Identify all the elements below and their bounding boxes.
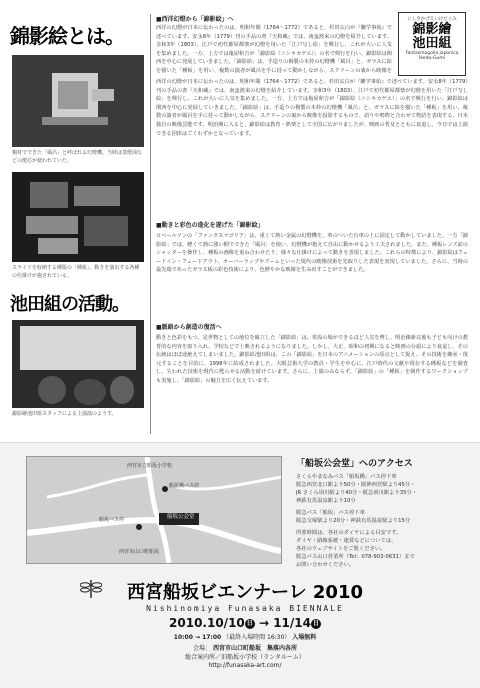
event-hours-line — [80, 632, 410, 641]
section-3-title: ■脈絡から創造の復活へ — [156, 324, 222, 331]
access-line-1: 阪急西宮北口駅より50分・阪神西宮駅より45分・ — [296, 482, 416, 488]
column-divider — [150, 14, 151, 434]
event-end-month: 11 — [273, 616, 290, 630]
map-label-bus1: 船坂橋バス停 — [169, 483, 200, 489]
event-venue-line — [80, 643, 410, 652]
event-start-badge: 日 — [246, 619, 253, 627]
logo-ruby: にしきかげえいけだぐみ — [407, 17, 457, 22]
map-label-hall: 船坂公会堂 — [167, 514, 195, 520]
ikedagumi-logo — [398, 12, 466, 76]
logo-name2: 池田組 — [412, 36, 452, 51]
map-label-center: 西宮市山口町船坂 — [119, 549, 160, 555]
section-3-body: 動きと色彩をもつ、見世物としての地位を確立した「錦影絵」は、常設の場ができるほど人気を博し、明治維新以後も子ども向けの教育的な内容を取り入れ、学校などで上映されるようになりました。しかし、大正、昭和の初期になると映画の台頭により衰退し、その伝統はほぼ途絶えてしまいました。錦影絵池田組は、この「錦影絵」を日本のアニメーションの原点として捉え、その技術を継承・復元することを目的に、1998年に結成されました。大阪芸術大学の教員・学生を中心に、江戸時代の文献や現存する種板などを調査し、失われた技術を現代に甦らせる活動を続けています。さらに、上演のみならず、「錦影絵」の「種板」を制作するワークショップも実施し、「錦影絵」の魅力を広く伝えています。 — [156, 335, 468, 384]
access-line-6: 阪急宝塚駅より20分・神鉄有馬温泉駅より15分 — [296, 518, 411, 524]
access-title: 「船坂公会堂」へのアクセス — [296, 459, 413, 469]
section-2-body: ロベールソンの「ファンタスマゴリア」は、重くて熱い金属の幻燈機を、車のついた台車の上に固定して動かしていました。一方「錦影絵」では、軽くて熱に強い桐でできた「風呂」を使い、幻燈機が抱えて自由に動かせるよう工夫されました。また、種板レンズ前のシャッターを操作し、種板の画像を重ね合わせたり、様々な仕掛けによって動きを表現しました。これらの特徴により、錦影絵はフェードイン・フェードアウト、オーバーラップやズームといった現代の映像技術を先取りした表現を実現していました。さらに、当時の最先端であったガラス板の彩色技術により、色鮮やかな映像を生み出すことができました。 — [156, 233, 468, 274]
event-admission: 入場無料 — [292, 634, 317, 641]
caption-performance: 錦影繪池田組スタッフによる上演演のようす。 — [12, 411, 117, 417]
access-line-9: ダイヤ・路線系統・運賃などについては、 — [296, 538, 397, 544]
heading-ikedagumi: 池田組の活動。 — [10, 294, 129, 315]
access-section — [296, 456, 472, 569]
event-start-day: 10 — [228, 616, 245, 630]
access-line-3: 神鉄有馬温泉駅より10分 — [296, 498, 356, 504]
map-label-school: 西宮市立船坂小学校 — [127, 463, 173, 469]
map-roads — [27, 457, 281, 563]
access-map — [26, 456, 282, 564]
access-line-10: 各社のウェブサイトをご覧ください。 — [296, 546, 386, 552]
event-hours-note: （最終入場時間 16:30） — [223, 634, 291, 641]
section-1-body-top: 西洋の幻燈が日本に伝わったのは、明和年間（1764〜1772）であると、杉田玄白が『蘭学事始』で述べています。安永8年（1779）刊の手品の書『天和蔵』では、南蛮渡来の幻燈を紹介しています。享和3年（1803）、江戸で初代都屋都楽が幻燈を用いた「江戸写し絵」を興行し、これが大いに人気を集めました。一方、上方では亀屋和吉が「錦影絵（ニシキカゲエ）」の名で興行を行い、錦影絵は関西を中心に発展していきました。「錦影絵」は、手造りの桐製の木枠の幻燈機「風呂」と、ガラスに絵を描いた「種板」を用い、複数の演者が風呂を手に持って動かしながら、スクリーンの裏から映像を — [156, 25, 392, 74]
event-venue-label: 会場： — [193, 645, 212, 652]
event-footer — [80, 578, 410, 669]
logo-name1: 錦影繪 — [412, 22, 452, 37]
caption-tane-ita: スライドを収納する種版の「種板」。動きを演出する各種の仕掛けが施されている。 — [12, 265, 140, 279]
section-1 — [156, 14, 392, 23]
event-venue: 西宮市山口町船坂 集落内各所 — [212, 645, 297, 652]
access-line-11: 阪急バス山口営業所（Tel：078-903-0631）まで — [296, 554, 415, 560]
photo-tane-ita — [12, 172, 144, 262]
map-label-bus2: 船坂バス停 — [99, 517, 125, 523]
event-subtitle: Nishinomiya Funasaka BIENNALE — [146, 604, 344, 613]
performance-image — [12, 320, 144, 408]
event-url[interactable]: http://funasaka-art.com/ — [208, 662, 282, 669]
photo-performance — [12, 320, 144, 408]
event-start-month: 2010.10 — [169, 616, 224, 630]
caption-furo: 桐材でできた「風呂」と呼ばれる幻燈機。当時は蒸燈油などの燈芯が使われていた。 — [12, 150, 143, 164]
logo-en2: Ikeda-Gumi — [419, 56, 445, 61]
access-line-12: お問い合わせください。 — [296, 562, 355, 568]
access-line-2: JR さくら夙川駅より40分・阪急夙川駅より35分・ — [296, 490, 418, 496]
event-end-day: 14 — [294, 616, 311, 630]
section-1-body: 西洋の幻燈が日本に伝わったのは、明和年間（1764〜1772）であると、杉田玄白が『蘭学事始』で述べています。安永8年（1779）刊の手品の書『天和蔵』では、南蛮渡来の幻燈を紹介しています。享和3年（1803）、江戸で初代都屋都楽が幻燈を用いた「江戸写し絵」を興行し、これが大いに人気を集めました。一方、上方では亀屋和吉が「錦影絵（ニシキカゲエ）」の名で興行を行い、錦影絵は関西を中心に発展していきました。「錦影絵」は、手造りの桐製の木枠の幻燈機「風呂」と、ガラスに絵を描いた「種板」を用い、複数の演者が風呂を手に持って動かしながら、スクリーンの裏から映像を投影するもので、語りや鳴物と合わせて物語を表現する、日本独自の映像芸能です。明治期に入ると、錦影絵は教育・娯楽として全国に広がりましたが、映画の普及とともに衰退し、今日では上演できる団体はごくわずかとなっています。 — [156, 79, 468, 137]
heading-nishikikage: 錦影絵とは。 — [10, 24, 124, 48]
access-line-0: さくらやまなみバス「船坂橋」バス停下車 — [296, 474, 397, 480]
event-hours: 10:00 → 17:00 — [173, 634, 222, 641]
event-title: 西宮船坂ビエンナーレ 2010 — [126, 582, 363, 603]
access-line-5: 阪急バス「船坂」バス停下車 — [296, 510, 365, 516]
event-dates: 2010.10/10 日 → 11/14 日 — [169, 616, 319, 630]
slides-image — [12, 172, 144, 262]
dragonfly-icon — [80, 578, 102, 600]
access-line-8: 所要時間は、各社のダイヤによる目安です。 — [296, 530, 402, 536]
section-2-title: ■動きと彩色の進化を遂げた「錦影絵」 — [156, 222, 264, 229]
photo-furo-projector — [12, 55, 144, 147]
projector-image — [12, 55, 144, 147]
event-end-badge: 日 — [312, 619, 319, 627]
section-1-title: ■西洋幻燈から「錦影絵」へ — [156, 16, 234, 23]
logo-en1: Fantasmagolia japonica — [405, 51, 459, 56]
event-venue2: 総合案内所／旧船坂小学校（ランタルーム） — [185, 654, 305, 661]
